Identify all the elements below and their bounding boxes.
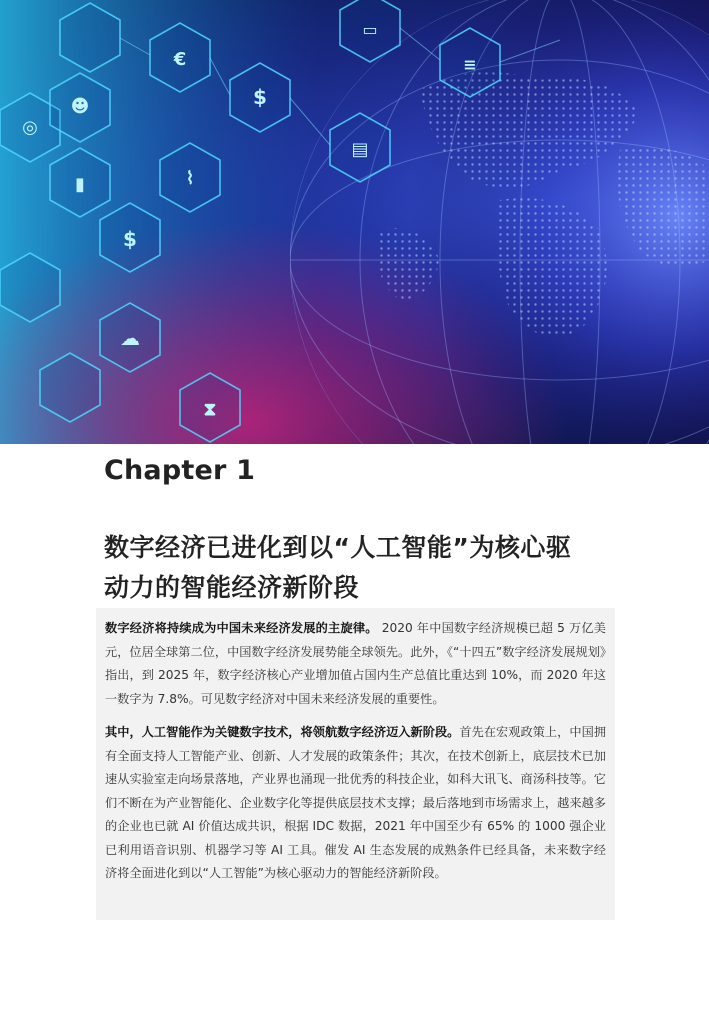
hourglass-icon: ⧗: [203, 399, 217, 420]
section-title-line-1: 数字经济已进化到以“人工智能”为核心驱: [104, 533, 572, 562]
paragraph-2-text: 首先在宏观政策上，中国拥有全面支持人工智能产业、创新、人才发展的政策条件；其次，在技术创新上，底层技术已加速从实验室走向场景落地，产业界也涌现一批优秀的科技企业，如科大讯飞、商汤科技等。它们不断在为产业智能化、企业数字化等提供底层技术支撑；最后落地到市场需求上，越来越多的企业也已就 AI 价值达成共识，根据 IDC 数据，2021 年中国至少有 65% 的 1000 强企业已利用语音识别、机器学习等 AI 工具。催发 AI 生态发展的成熟条件已经具备，未来数字经济将全面进化到以“人工智能”为核心驱动力的智能经济新阶段。: [105, 725, 607, 880]
summary-box: [96, 608, 615, 920]
paragraph-1-lead: 数字经济将持续成为中国未来经济发展的主旋律。: [105, 621, 378, 635]
line-chart-icon: ⌇: [185, 168, 195, 189]
section-title-line-2: 动力的智能经济新阶段: [104, 573, 360, 602]
chapter-label: Chapter 1: [104, 455, 256, 486]
dollar-icon: $: [253, 85, 267, 109]
paragraph-1: [105, 617, 606, 711]
card-icon: ▭: [362, 20, 378, 39]
finance-document-icon: ▤: [351, 139, 369, 160]
hero-image: [0, 0, 709, 444]
chart-icon: ▮: [75, 174, 85, 195]
section-title: [104, 528, 614, 608]
coins-stack-icon: ≡: [463, 55, 477, 74]
user-icon: ☻: [70, 96, 90, 117]
hero-illustration: [0, 0, 709, 444]
cloud-download-icon: ☁: [120, 326, 140, 350]
target-icon: ◎: [22, 117, 38, 138]
coins-icon: €: [173, 49, 187, 70]
dollar-document-icon: $: [123, 227, 137, 251]
paragraph-1-text: 2020 年中国数字经济规模已超 5 万亿美元，位居全球第二位，中国数字经济发展势能全球领先。此外，《“十四五”数字经济发展规划》指出，到 2025 年，数字经济核心产业增加值占国内生产总值比重达到 10%，而 2020 年这一数字为 7.8%。可见数字经济对中国未来经济发展的重要性。: [105, 621, 606, 706]
paragraph-2: [105, 721, 606, 886]
paragraph-2-lead: 其中，人工智能作为关键数字技术，将领航数字经济迈入新阶段。: [105, 725, 460, 739]
